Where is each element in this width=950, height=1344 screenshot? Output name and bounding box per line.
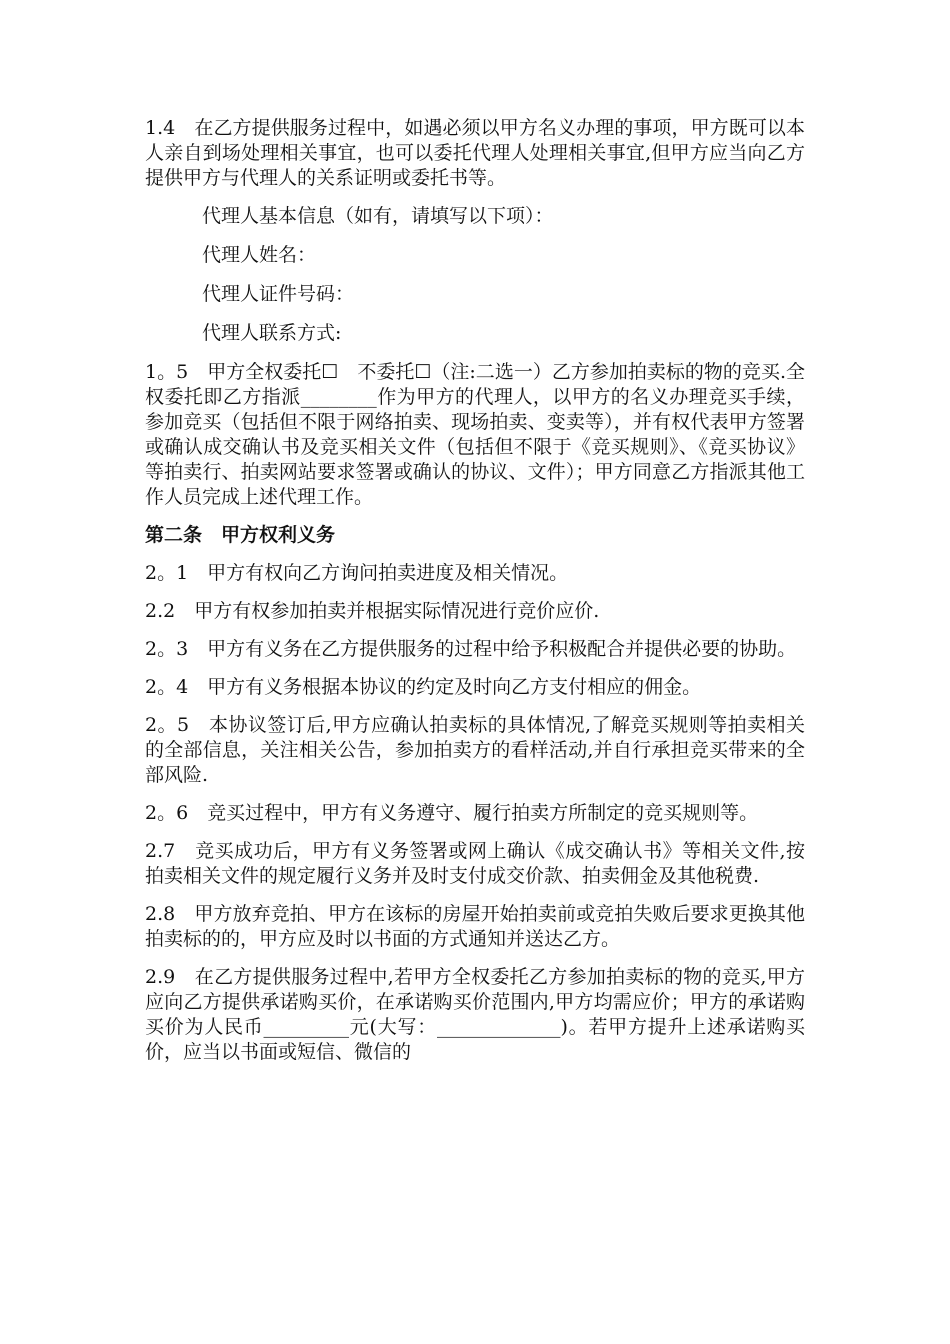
clause-2-3: 2。3 甲方有义务在乙方提供服务的过程中给予积极配合并提供必要的协助。 xyxy=(145,638,797,660)
agent-info-heading: 代理人基本信息（如有，请填写以下项）： xyxy=(202,205,554,227)
agent-contact-field: 代理人联系方式: xyxy=(202,322,342,344)
clause-2-1: 2。1 甲方有权向乙方询问拍卖进度及相关情况。 xyxy=(145,562,569,584)
clause-2-6: 2。6 竞买过程中，甲方有义务遵守、履行拍卖方所制定的竞买规则等。 xyxy=(145,802,759,824)
clause-2-2: 2.2 甲方有权参加拍卖并根据实际情况进行竞价应价. xyxy=(145,600,600,622)
section-heading-article-2: 第二条 甲方权利义务 xyxy=(145,524,336,546)
clause-1-4: 1.4 在乙方提供服务过程中，如遇必须以甲方名义办理的事项，甲方既可以本人亲自到场处理相关事宜，也可以委托代理人处理相关事宜,但甲方应当向乙方提供甲方与代理人的关系证明或委托书等。 xyxy=(145,117,805,189)
agent-name-field: 代理人姓名： xyxy=(202,244,317,266)
clause-2-8: 2.8 甲方放弃竞拍、甲方在该标的房屋开始拍卖前或竞拍失败后要求更换其他拍卖标的的，甲方应及时以书面的方式通知并送达乙方。 xyxy=(145,903,805,950)
clause-2-9: 2.9 在乙方提供服务过程中,若甲方全权委托乙方参加拍卖标的物的竞买,甲方应向乙方提供承诺购买价，在承诺购买价范围内,甲方均需应价；甲方的承诺购买价为人民币_________元(大写：_____________)。若甲方提升上述承诺购买价，应当以书面或短信、微信的 xyxy=(145,966,805,1063)
clause-1-5: 1。5 甲方全权委托☐ 不委托☐（注:二选一）乙方参加拍卖标的物的竞买.全权委托即乙方指派________作为甲方的代理人，以甲方的名义办理竞买手续，参加竞买（包括但不限于网络拍卖、现场拍卖、变卖等），并有权代表甲方签署或确认成交确认书及竞买相关文件（包括但不限于《竞买规则》、《竞买协议》等拍卖行、拍卖网站要求签署或确认的协议、文件）；甲方同意乙方指派其他工作人员完成上述代理工作。 xyxy=(145,361,805,508)
clause-2-7: 2.7 竞买成功后，甲方有义务签署或网上确认《成交确认书》等相关文件,按拍卖相关文件的规定履行义务并及时支付成交价款、拍卖佣金及其他税费. xyxy=(145,840,805,887)
clause-2-5: 2。5 本协议签订后,甲方应确认拍卖标的具体情况,了解竞买规则等拍卖相关的全部信息，关注相关公告，参加拍卖方的看样活动,并自行承担竞买带来的全部风险. xyxy=(145,714,805,786)
document-page xyxy=(145,116,805,1078)
clause-2-4: 2。4 甲方有义务根据本协议的约定及时向乙方支付相应的佣金。 xyxy=(145,676,702,698)
agent-id-field: 代理人证件号码： xyxy=(202,283,355,305)
